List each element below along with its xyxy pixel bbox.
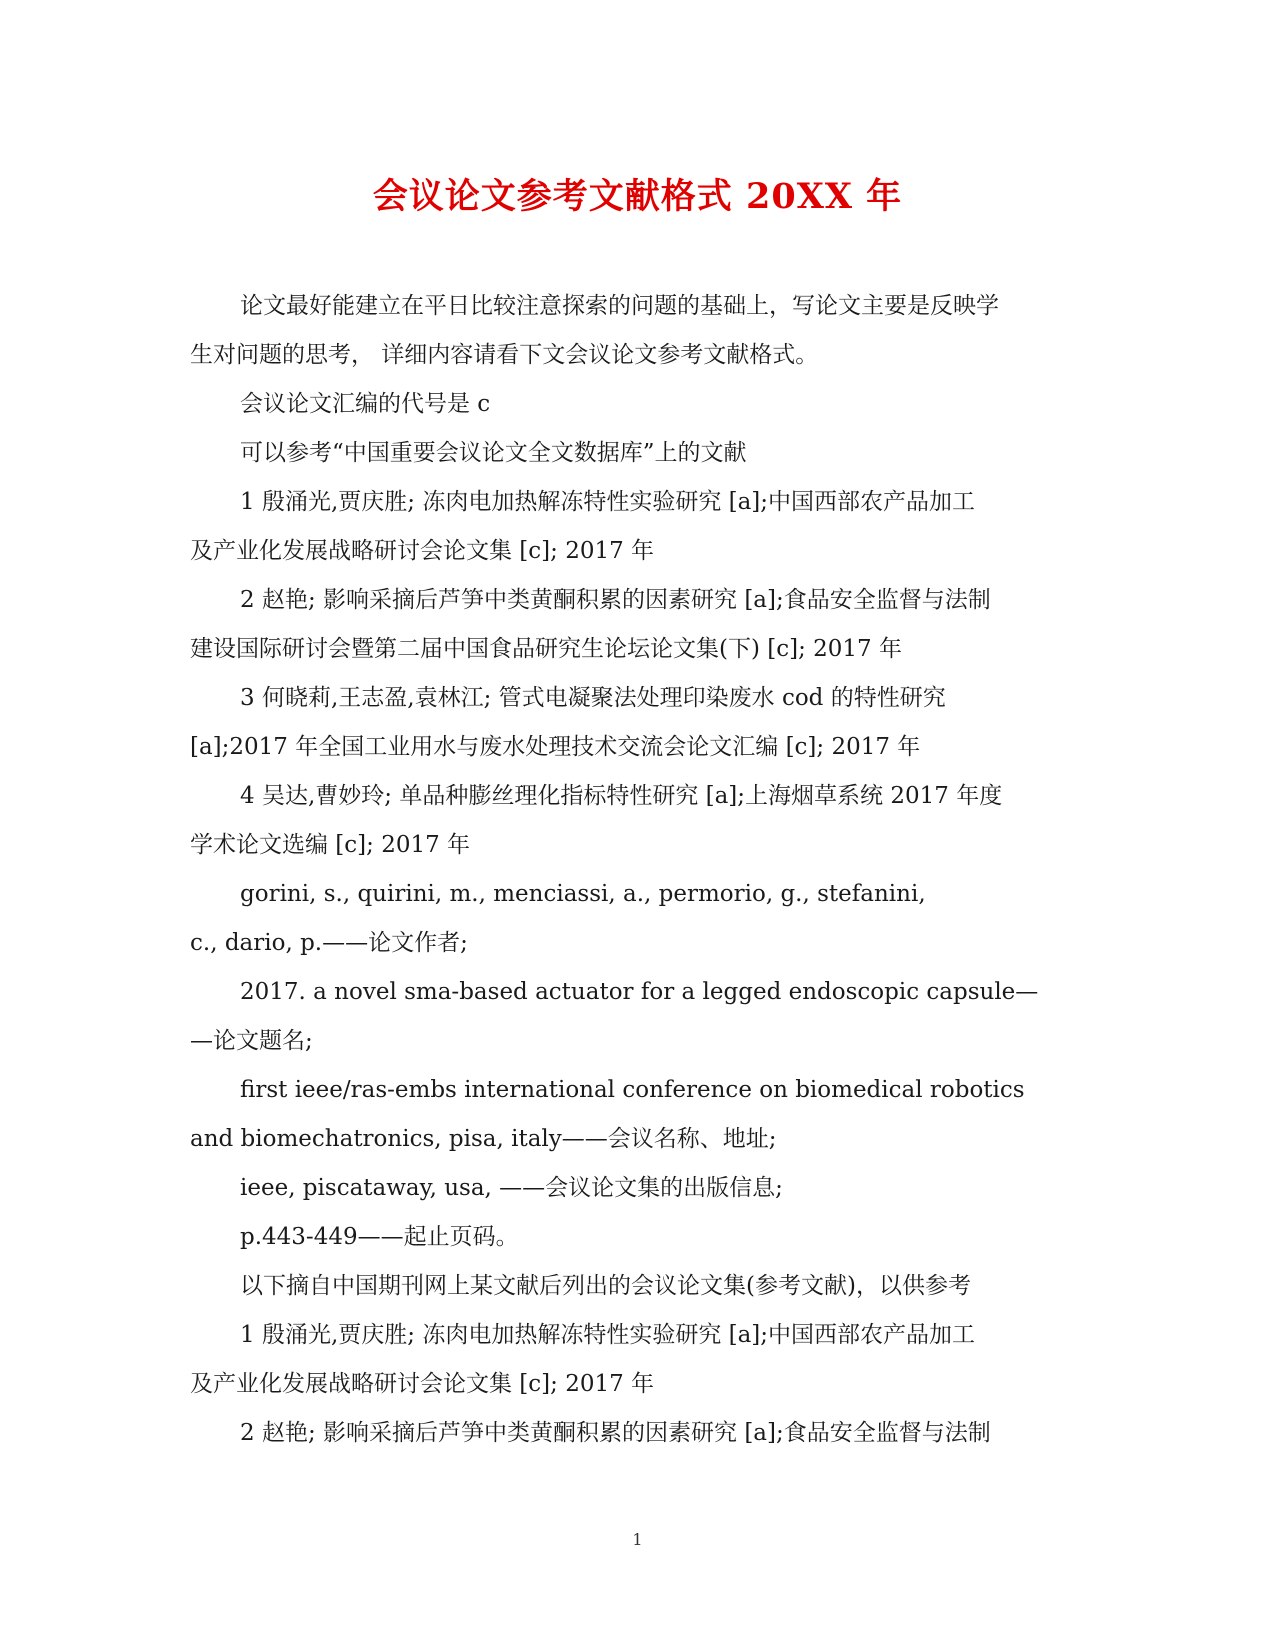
reference-line: [a];2017 年全国工业用水与废水处理技术交流会论文汇编 [c]; 2017 年 xyxy=(190,734,921,760)
reference-line: 1 殷涌光,贾庆胜; 冻肉电加热解冻特性实验研究 [a];中国西部农产品加工 xyxy=(240,1322,976,1348)
document-title: 会议论文参考文献格式 20XX 年 xyxy=(372,176,903,217)
reference-line: 学术论文选编 [c]; 2017 年 xyxy=(190,832,471,858)
reference-line: 2 赵艳; 影响采摘后芦笋中类黄酮积累的因素研究 [a];食品安全监督与法制 xyxy=(240,1420,991,1446)
reference-line: 4 吴达,曹妙玲; 单品种膨丝理化指标特性研究 [a];上海烟草系统 2017 年度 xyxy=(240,783,1003,809)
example-line: c., dario, p.——论文作者; xyxy=(190,930,468,956)
paragraph-line: 论文最好能建立在平日比较注意探索的问题的基础上，写论文主要是反映学 xyxy=(240,293,999,319)
example-line: p.443-449——起止页码。 xyxy=(240,1224,519,1250)
example-line: and biomechatronics, pisa, italy——会议名称、地址; xyxy=(190,1126,777,1152)
reference-line: 及产业化发展战略研讨会论文集 [c]; 2017 年 xyxy=(190,538,655,564)
reference-line: 建设国际研讨会暨第二届中国食品研究生论坛论文集(下) [c]; 2017 年 xyxy=(190,636,902,662)
example-line: ieee, piscataway, usa, ——会议论文集的出版信息; xyxy=(240,1175,783,1201)
reference-line: 2 赵艳; 影响采摘后芦笋中类黄酮积累的因素研究 [a];食品安全监督与法制 xyxy=(240,587,991,613)
paragraph-line: 可以参考“中国重要会议论文全文数据库”上的文献 xyxy=(240,440,747,466)
paragraph-line: 以下摘自中国期刊网上某文献后列出的会议论文集(参考文献)，以供参考 xyxy=(240,1273,971,1299)
example-line: —论文题名; xyxy=(190,1028,313,1054)
reference-line: 1 殷涌光,贾庆胜; 冻肉电加热解冻特性实验研究 [a];中国西部农产品加工 xyxy=(240,489,976,515)
reference-line: 3 何晓莉,王志盈,袁林江; 管式电凝聚法处理印染废水 cod 的特性研究 xyxy=(240,685,946,711)
example-line: first ieee/ras-embs international conference on biomedical robotics xyxy=(240,1077,1025,1103)
paragraph-line: 生对问题的思考， 详细内容请看下文会议论文参考文献格式。 xyxy=(190,342,819,368)
page-number: 1 xyxy=(632,1530,643,1549)
example-line: 2017. a novel sma-based actuator for a legged endoscopic capsule— xyxy=(240,979,1039,1005)
reference-line: 及产业化发展战略研讨会论文集 [c]; 2017 年 xyxy=(190,1371,655,1397)
paragraph-line: 会议论文汇编的代号是 c xyxy=(240,391,491,417)
document-body xyxy=(190,282,1080,1458)
example-line: gorini, s., quirini, m., menciassi, a., permorio, g., stefanini, xyxy=(240,881,926,907)
